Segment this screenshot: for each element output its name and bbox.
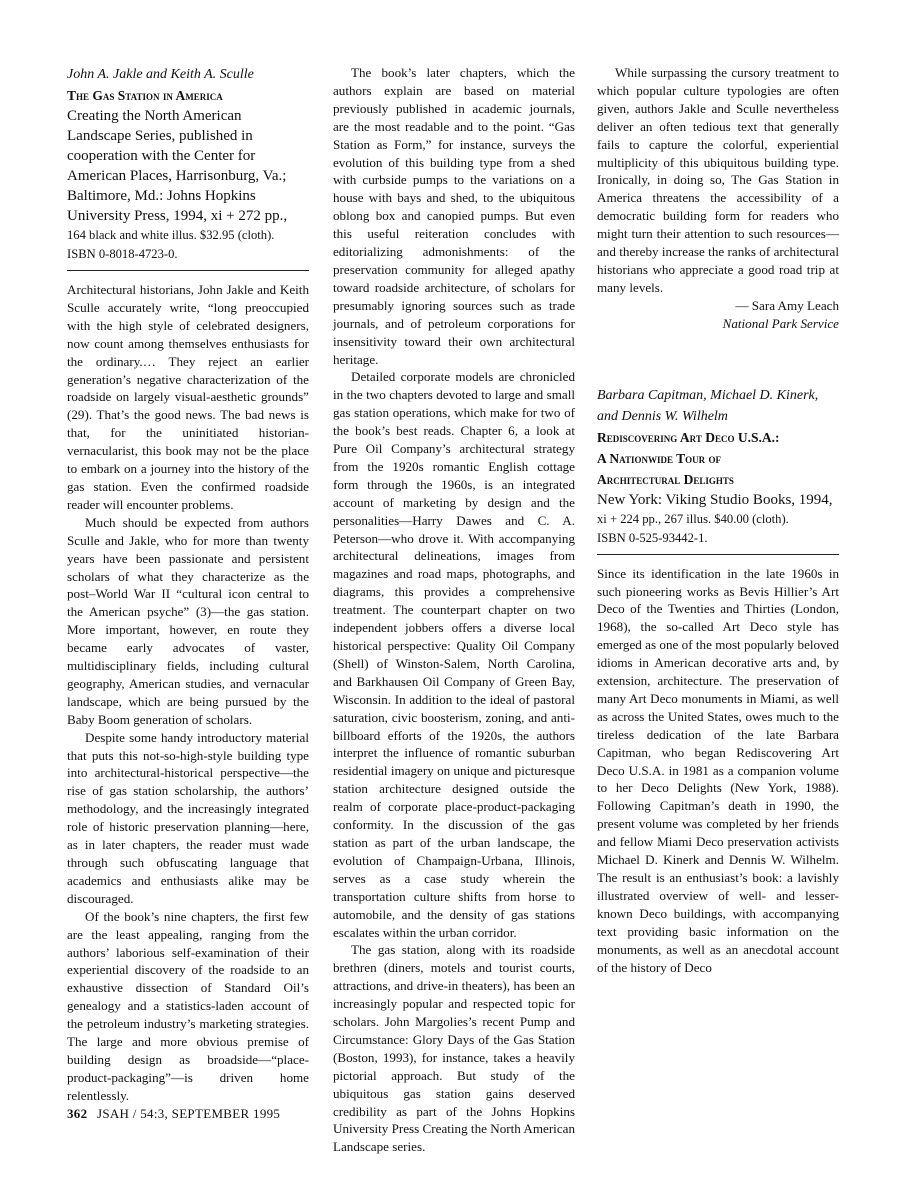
reviewer-affiliation: National Park Service [722, 315, 839, 331]
review-paragraph: Of the book’s nine chapters, the first few are the least appealing, ranging from the authors’ laborious self-examination of their experiential discovery of the roadside to an exhaustive dissection of Standard Oil’s genealogy and a statistics-laden account of the petroleum industry’s marketing strategies. The large and more obvious premise of building design as broadside—“place-product-packaging”—is driven home relentlessly. [67, 908, 309, 1103]
isbn: ISBN 0-8018-4723-0. [67, 247, 178, 261]
review-paragraph: Since its identification in the late 1960s in such pioneering works as Bevis Hillier’s Art Deco of the Twenties and Thirties (London, 1968), the so-called Art Deco style has emerged as one of the most popularly beloved idioms in American decorative arts and, by extension, architecture. The preservation of many Art Deco monuments in Miami, as well as across the United States, owes much to the tireless dedication of the late Barbara Capitman, who began Rediscovering Art Deco U.S.A. in 1981 as a companion volume to her Deco Delights (New York, 1988). Following Capitman’s death in 1990, the present volume was completed by her friends and fellow Miami Deco preservation activists Michael D. Kinerk and Dennis W. Wilhelm. The result is an enthusiast’s book: a lavishly illustrated overview of well- and lesser-known Deco buildings, with accompanying text providing basic information on the monuments, as well as an anecdotal account of the history of Deco [597, 565, 839, 975]
reviewer-name: — Sara Amy Leach [735, 297, 839, 313]
publication-info: Creating the North American Landscape Series, published in cooperation with the Center for American Places, Harrisonburg, Va.; Baltimore, Md.: Johns Hopkins University Press, 1994, xi + 272 pp., [67, 108, 288, 224]
column-3 [597, 64, 839, 976]
column-2 [333, 64, 575, 1156]
review-paragraph: Detailed corporate models are chronicled in the two chapters devoted to large and small gas station operations, which make for two of the book’s best reads. Chapter 6, a look at Pure Oil Company’s architectural strategy from the 1920s romantic English cottage form through the 1960s, is an integrated account of marketing by design and the personalities—Harry Dawes and C. A. Peterson—who drove it. With accompanying architectural delineations, images from magazines and road maps, photographs, and diagrams, this provides a comprehensive treatment. The counterpart chapter on two independent jobbers offers a diverse local historical perspective: Quality Oil Company (Shell) of Winston-Salem, North Carolina, and Barkhausen Oil Company of Green Bay, Wisconsin. In addition to the ideal of pastoral saturation, civic boosterism, zoning, and anti-billboard efforts of the 1920s, the authors interpret the influence of romantic suburban residential imagery on unique and picturesque station architecture designed outside the realm of corporate place-product-packaging conformity. In the discussion of the gas station as part of the urban landscape, the evolution of Champaign-Urbana, Illinois, serves as a case study wherein the transportation culture shifts from horse to automobile, and the density of gas stations escalates within the urban corridor. [333, 369, 575, 940]
page-number: 362 [67, 1106, 88, 1121]
review-authors: and Dennis W. Wilhelm [597, 408, 728, 424]
column-1 [67, 64, 309, 1105]
isbn: ISBN 0-525-93442-1. [597, 530, 708, 545]
price-info: 164 black and white illus. $32.95 (cloth). [67, 228, 275, 242]
publication-info: New York: Viking Studio Books, 1994, [597, 491, 833, 508]
review-authors: Barbara Capitman, Michael D. Kinerk, [597, 387, 819, 403]
book-title: A Nationwide Tour of [597, 450, 721, 466]
page-footer [67, 1106, 280, 1122]
review-paragraph: Much should be expected from authors Sculle and Jakle, who for more than twenty years have been passionate and persistent scholars of what they characterize as the post–World War II “cultural icon central to the American psyche” (3)—the gas station. More important, however, en route they became early advocates of vaster, multidisciplinary fields, including cultural geography, American studies, and vernacular landscape, which are being pursued by the Baby Boom generation of scholars. [67, 514, 309, 727]
price-info: xi + 224 pp., 267 illus. $40.00 (cloth). [597, 511, 789, 526]
review-authors: John A. Jakle and Keith A. Sculle [67, 67, 254, 82]
review-paragraph: While surpassing the cursory treatment to which popular culture typologies are often given, authors Jakle and Sculle nevertheless deliver an often tedious text that generally fails to capture the colorful, experiential multiplicity of this ubiquitous building type. Ironically, in doing so, The Gas Station in America threatens the accessibility of a democratic building form for readers who might turn their attention to such resources—and thereby increase the ranks of architectural historians who appreciate a good road trip at many levels. [597, 65, 839, 295]
review-gap [597, 333, 839, 385]
review-paragraph: The gas station, along with its roadside brethren (diners, motels and tourist courts, attractions, and drive-in theaters), has been an increasingly popular and respected topic for scholars. John Margolies’s recent Pump and Circumstance: Glory Days of the Gas Station (Boston, 1993), for instance, takes a heavily pictorial approach. But study of the ubiquitous gas station gains deserved credibility as part of the Johns Hopkins University Press Creating the North American Landscape series. [333, 942, 575, 1155]
review-paragraph: The book’s later chapters, which the authors explain are based on material previously published in academic journals, are the most readable and to the point. “Gas Station as Form,” for instance, surveys the evolution of this building type from a shed with curbside pumps to the variations on a house with bays and shed, to the ubiquitous oblong box and canopied pumps. But even this useful reiteration concludes with editorializing admonishments: of the preservation community for alleged apathy toward roadside architecture, of scholars for presumably ignoring sources such as trade journals, and of petroleum corporations for insensitivity toward their own architectural heritage. [333, 65, 575, 367]
book-title: Architectural Delights [597, 471, 734, 487]
divider-rule [597, 554, 839, 555]
journal-citation: JSAH / 54:3, SEPTEMBER 1995 [96, 1106, 281, 1121]
review-paragraph: Architectural historians, John Jakle and Keith Sculle accurately write, “long preoccupied with the high style of celebrated designers, now count among themselves enthusiasts for the ordinary.… They reject an earlier generation’s negative characterization of the roadside on largely visual-aesthetic grounds” (29). That’s the good news. The bad news is that, for the uninitiated historian-vernacularist, this book may not be the place to embark on a journey into the history of the gas station. Even the confirmed roadside reader will encounter problems. [67, 282, 309, 512]
review-paragraph: Despite some handy introductory material that puts this not-so-high-style building type into architectural-historical perspective—the rise of gas station scholarship, the authors’ methodology, and the increasingly integrated role of historic preservation planning—here, as in later chapters, the reader must wade through such obfuscating language that academics and enthusiasts alike may be discouraged. [67, 729, 309, 906]
book-title: The Gas Station in America [67, 88, 223, 103]
book-title: Rediscovering Art Deco U.S.A.: [597, 429, 780, 445]
divider-rule [67, 270, 309, 271]
